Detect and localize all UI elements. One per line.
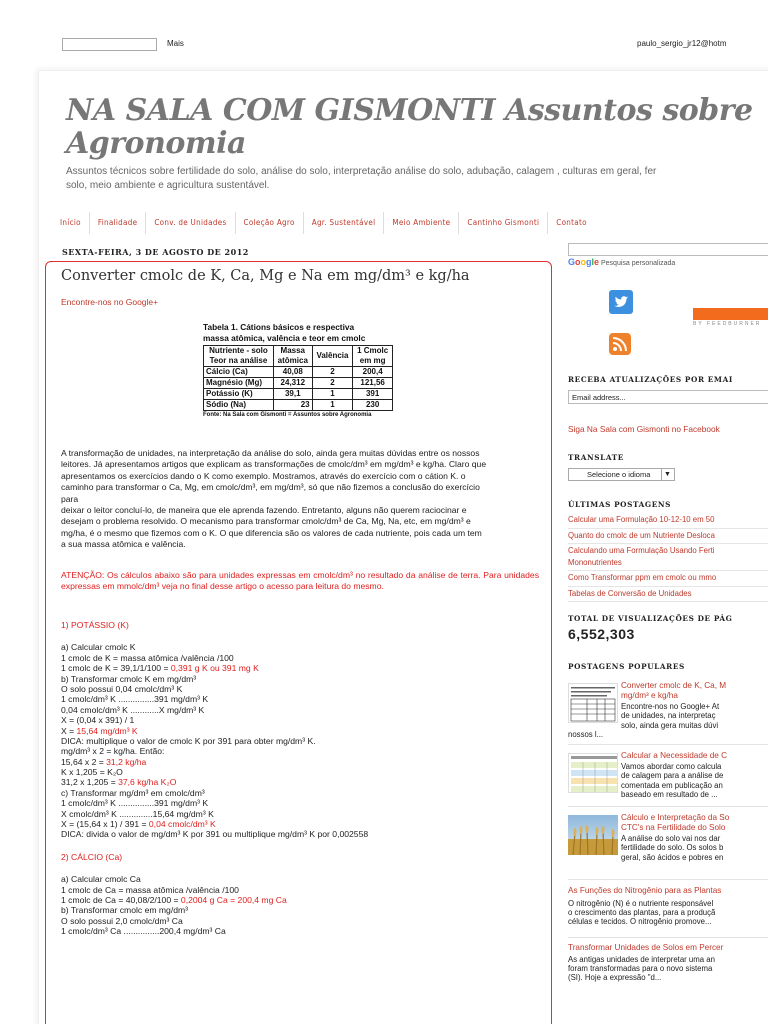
- google-custom-search-label: Google Pesquisa personalizada: [568, 257, 676, 267]
- text-line: 0,04 cmolc/dm³ K ............X mg/dm³ K: [61, 704, 205, 715]
- blog-description-line: solo, meio ambiente e agricultura sustentável.: [66, 180, 270, 191]
- navbar-search-input[interactable]: [62, 38, 157, 51]
- tab-conv-unidades[interactable]: Conv. de Unidades: [146, 212, 235, 234]
- tab-cantinho-gismonti[interactable]: Cantinho Gismonti: [459, 212, 548, 234]
- google-plus-link[interactable]: Encontre-nos no Google+: [61, 297, 159, 307]
- text-line: leitores. Já apresentamos artigos que explicam as transformações de cmolc/dm³ em mg/dm³ e kg/ha. Claro que: [61, 459, 487, 470]
- table-row: [204, 367, 393, 378]
- table-header-row: [204, 346, 393, 367]
- table-row: [204, 389, 393, 400]
- total-views-heading: TOTAL DE VISUALIZAÇÕES DE PÁG: [568, 614, 733, 623]
- table-header: Valência: [312, 346, 353, 367]
- text-line: mg/ha, é o mesmo que fizemos com o K. O que diferencia são os valores de cada nutriente, pois cada um tem: [61, 527, 482, 538]
- post-intro: [61, 448, 539, 551]
- popular-post-thumbnail[interactable]: [568, 683, 618, 723]
- rss-icon[interactable]: [609, 333, 631, 355]
- popular-post-title[interactable]: Transformar Unidades de Solos em Percer: [568, 943, 724, 952]
- sidebar-search-input[interactable]: [568, 243, 768, 256]
- popular-post-excerpt: foram transformadas para o novo sistema: [568, 963, 713, 973]
- popular-post-excerpt: O nitrogênio (N) é o nutriente responsável: [568, 898, 714, 908]
- table-cell: 121,56: [353, 378, 393, 389]
- text-line: a) Calcular cmolc Ca: [61, 874, 141, 885]
- page-tabs: [52, 212, 595, 234]
- blog-description-line: Assuntos técnicos sobre fertilidade do solo, análise do solo, interpretação análise do solo, adubação, calagem , culturas em geral, fer: [66, 166, 657, 177]
- popular-post: [565, 813, 768, 863]
- text-line: 1 cmolc/dm³ Ca ...............200,4 mg/dm³ Ca: [61, 926, 226, 937]
- popular-post-excerpt-cont: nossos l...: [568, 730, 604, 739]
- text-line: DICA: multiplique o valor de cmolc K por 391 para obter mg/dm³ K.: [61, 735, 316, 746]
- text-line: 1 cmolc/dm³ K ...............391 mg/dm³ K: [61, 798, 209, 809]
- table-cell: Sódio (Na): [204, 400, 274, 411]
- text-line: DICA: divida o valor de mg/dm³ K por 391 ou multiplique mg/dm³ K por 0,002558: [61, 829, 369, 840]
- tab-meio-ambiente[interactable]: Meio Ambiente: [384, 212, 459, 234]
- calculations: [61, 617, 539, 937]
- latest-post-link-cont[interactable]: Mononutrientes: [568, 556, 768, 572]
- text-line: 1 cmolc de K = 39,1/1/100 = 0,391 g K ou 391 mg K: [61, 663, 259, 674]
- text-line: O solo possui 0,04 cmolc/dm³ K: [61, 683, 183, 694]
- cations-table-image: [203, 322, 393, 418]
- popular-post-excerpt: (SI). Hoje a expressão "d...: [568, 973, 662, 983]
- popular-post-excerpt: células e tecidos. O nitrogênio promove...: [568, 917, 712, 927]
- text-line: 1 cmolc/dm³ K ...............391 mg/dm³ K: [61, 694, 209, 705]
- popular-post: [568, 943, 768, 982]
- feedburner-badge[interactable]: [693, 308, 768, 320]
- latest-post-link[interactable]: Tabelas de Conversão de Unidades: [568, 587, 768, 603]
- text-line: b) Transformar cmolc K em mg/dm³: [61, 673, 197, 684]
- table-cell: 23: [273, 400, 312, 411]
- text-line: caminho para transformar o Ca, Mg, em cmolc/dm³, em mg/dm³, só que não fizemos a conclusão do exercício: [61, 482, 480, 493]
- text-line: X cmolc/dm³ K ..............15,64 mg/dm³ K: [61, 808, 214, 819]
- text-line: apresentamos os exercícios dando o K como exemplo. Mostramos, através do exercício com o cátion K. o: [61, 470, 466, 481]
- popular-post-title[interactable]: Calcular a Necessidade de C: [621, 751, 728, 760]
- table-cell: 230: [353, 400, 393, 411]
- table-cell: Magnésio (Mg): [204, 378, 274, 389]
- sidebar: [565, 240, 768, 1024]
- tab-colecao-agro[interactable]: Coleção Agro: [236, 212, 304, 234]
- feedburner-label: BY FEEDBURNER: [693, 321, 762, 327]
- table-header: 1 Cmolc em mg: [353, 346, 393, 367]
- total-views-count: 6,552,303: [568, 626, 635, 642]
- navbar-more-link[interactable]: Mais: [167, 39, 184, 48]
- language-select-label: Selecione o idioma: [587, 470, 651, 479]
- text-line: a sua massa atômica e valência.: [61, 539, 186, 550]
- popular-post: [565, 751, 768, 801]
- post-title[interactable]: Converter cmolc de K, Ca, Mg e Na em mg/dm³ e kg/ha: [61, 268, 470, 284]
- table-caption-line: Tabela 1. Cátions básicos e respectiva: [203, 322, 355, 332]
- table-row: [204, 400, 393, 411]
- table-cell: 24,312: [273, 378, 312, 389]
- facebook-link[interactable]: Siga Na Sala com Gismonti no Facebook: [568, 424, 720, 434]
- latest-post-link[interactable]: Quanto do cmolc de um Nutriente Desloca: [568, 529, 768, 545]
- table-caption-line: massa atômica, valência e teor em cmolc: [203, 333, 366, 343]
- text-line: mg/dm³ x 2 = kg/ha. Então:: [61, 746, 165, 757]
- blog-title[interactable]: NA SALA COM GISMONTI Assuntos sobre Agronomia: [66, 93, 753, 161]
- text-line: desejam o problema resolvido. O mecanismo para transformar cmolc/dm³ de Ca, Mg, Na, etc, em mg/dm³ e: [61, 516, 471, 527]
- table-cell: 391: [353, 389, 393, 400]
- post-date: SEXTA-FEIRA, 3 DE AGOSTO DE 2012: [62, 247, 249, 257]
- popular-post-excerpt: As antigas unidades de interpretar uma an: [568, 954, 715, 964]
- text-line: X = (0,04 x 391) / 1: [61, 715, 135, 726]
- email-field[interactable]: Email address...: [568, 390, 768, 404]
- cations-table: [203, 345, 393, 411]
- popular-post-thumbnail[interactable]: [568, 753, 618, 793]
- popular-post-excerpt: o crescimento das plantas, para a produçã: [568, 907, 716, 917]
- table-row: [204, 378, 393, 389]
- divider: [568, 879, 768, 880]
- table-caption: [203, 322, 393, 344]
- text-line: X = 15,64 mg/dm³ K: [61, 725, 138, 736]
- divider: [568, 806, 768, 807]
- text-line: deixar o leitor concluí-lo, de maneira que ele aprenda fazendo. Entretanto, alguns não querem raciocinar e: [61, 505, 467, 516]
- text-line: para: [61, 493, 79, 504]
- table-cell: Cálcio (Ca): [204, 367, 274, 378]
- language-select[interactable]: [568, 468, 675, 481]
- translate-heading: TRANSLATE: [568, 453, 624, 462]
- latest-posts-list: [568, 513, 768, 602]
- popular-post-title[interactable]: Cálculo e Interpretação da So CTC's na Fertilidade do Solo: [621, 813, 730, 832]
- popular-post-excerpt: A análise do solo vai nos dar fertilidade do solo. Os solos b geral, são ácidos e pobres en: [621, 834, 724, 862]
- table-cell: Potássio (K): [204, 389, 274, 400]
- table-cell: 1: [312, 400, 353, 411]
- text-line: 1 cmolc de K = massa atômica /valência /100: [61, 652, 234, 663]
- table-cell: 2: [312, 378, 353, 389]
- tab-inicio[interactable]: Início: [52, 212, 90, 234]
- table-cell: 40,08: [273, 367, 312, 378]
- tab-finalidade[interactable]: Finalidade: [90, 212, 147, 234]
- text-line: 1 cmolc de Ca = massa atômica /valência /100: [61, 884, 239, 895]
- popular-posts-heading: POSTAGENS POPULARES: [568, 662, 685, 671]
- blog-description: [66, 165, 766, 193]
- latest-post-link[interactable]: Calcular uma Formulação 10-12-10 em 50: [568, 513, 768, 529]
- popular-post-excerpt: Vamos abordar como calcula de calagem para a análise de comentada em publicação an baseado em resultado de ...: [621, 762, 724, 799]
- divider: [568, 937, 768, 938]
- latest-posts-heading: ÚLTIMAS POSTAGENS: [568, 500, 672, 509]
- tab-contato[interactable]: Contato: [556, 218, 587, 227]
- subscribe-heading: RECEBA ATUALIZAÇÕES POR EMAI: [568, 375, 733, 384]
- popular-post-title[interactable]: Converter cmolc de K, Ca, M mg/dm³ e kg/ha: [621, 681, 727, 700]
- navbar-user-email[interactable]: paulo_sergio_jr12@hotm: [637, 39, 727, 48]
- text-line: 15,64 x 2 = 31,2 kg/ha: [61, 756, 147, 767]
- table-cell: 39,1: [273, 389, 312, 400]
- table-cell: 1: [312, 389, 353, 400]
- twitter-icon[interactable]: [609, 290, 633, 314]
- table-header: Nutriente - solo Teor na análise: [204, 346, 274, 367]
- popular-post: [565, 681, 768, 741]
- chevron-down-icon: ▼: [661, 469, 673, 480]
- table-cell: 2: [312, 367, 353, 378]
- table-source: Fonte: Na Sala com Gismonti = Assuntos sobre Agronomia: [203, 412, 372, 418]
- popular-post: [568, 886, 768, 926]
- blogger-navbar: [0, 0, 768, 62]
- text-line: 31,2 x 1,205 = 37,6 kg/ha K₂O: [61, 777, 177, 788]
- tab-agr-sustentavel[interactable]: Agr. Sustentável: [304, 212, 385, 234]
- popular-post-excerpt: Encontre-nos no Google+ At de unidades, na interpretaç solo, ainda gera muitas dúvi: [621, 702, 720, 730]
- text-line: K x 1,205 = K₂O: [61, 767, 123, 778]
- attention-note: ATENÇÃO: Os cálculos abaixo são para unidades expressas em cmolc/dm³ no resultado da análise de terra. Para unidades expressas em mmolc/dm³ veja no final desse artigo o acesso para leitura do mesmo.: [61, 570, 539, 592]
- text-line: c) Transformar mg/dm³ em cmolc/dm³: [61, 787, 205, 798]
- latest-post-link[interactable]: Como Transformar ppm em cmolc ou mmo: [568, 571, 768, 587]
- popular-post-title[interactable]: As Funções do Nitrogênio para as Plantas: [568, 886, 722, 895]
- text-line: A transformação de unidades, na interpretação da análise do solo, ainda gera muitas dúvidas entre os nossos: [61, 448, 480, 458]
- divider: [568, 744, 768, 745]
- text-line: a) Calcular cmolc K: [61, 642, 136, 653]
- text-line: O solo possui 2,0 cmolc/dm³ Ca: [61, 915, 183, 926]
- section-heading-potassio: 1) POTÁSSIO (K): [61, 620, 129, 630]
- table-cell: 200,4: [353, 367, 393, 378]
- section-heading-calcio: 2) CÁLCIO (Ca): [61, 851, 123, 862]
- text-line: X = (15,64 x 1) / 391 = 0,04 cmolc/dm³ K: [61, 819, 216, 830]
- popular-post-thumbnail[interactable]: [568, 815, 618, 855]
- latest-post-link[interactable]: Calculando uma Formulação Usando Ferti: [568, 546, 715, 555]
- post-box: [45, 261, 552, 1024]
- text-line: b) Transformar cmolc em mg/dm³: [61, 905, 189, 916]
- table-header: Massa atômica: [273, 346, 312, 367]
- text-line: 1 cmolc de Ca = 40,08/2/100 = 0,2004 g Ca = 200,4 mg Ca: [61, 894, 287, 905]
